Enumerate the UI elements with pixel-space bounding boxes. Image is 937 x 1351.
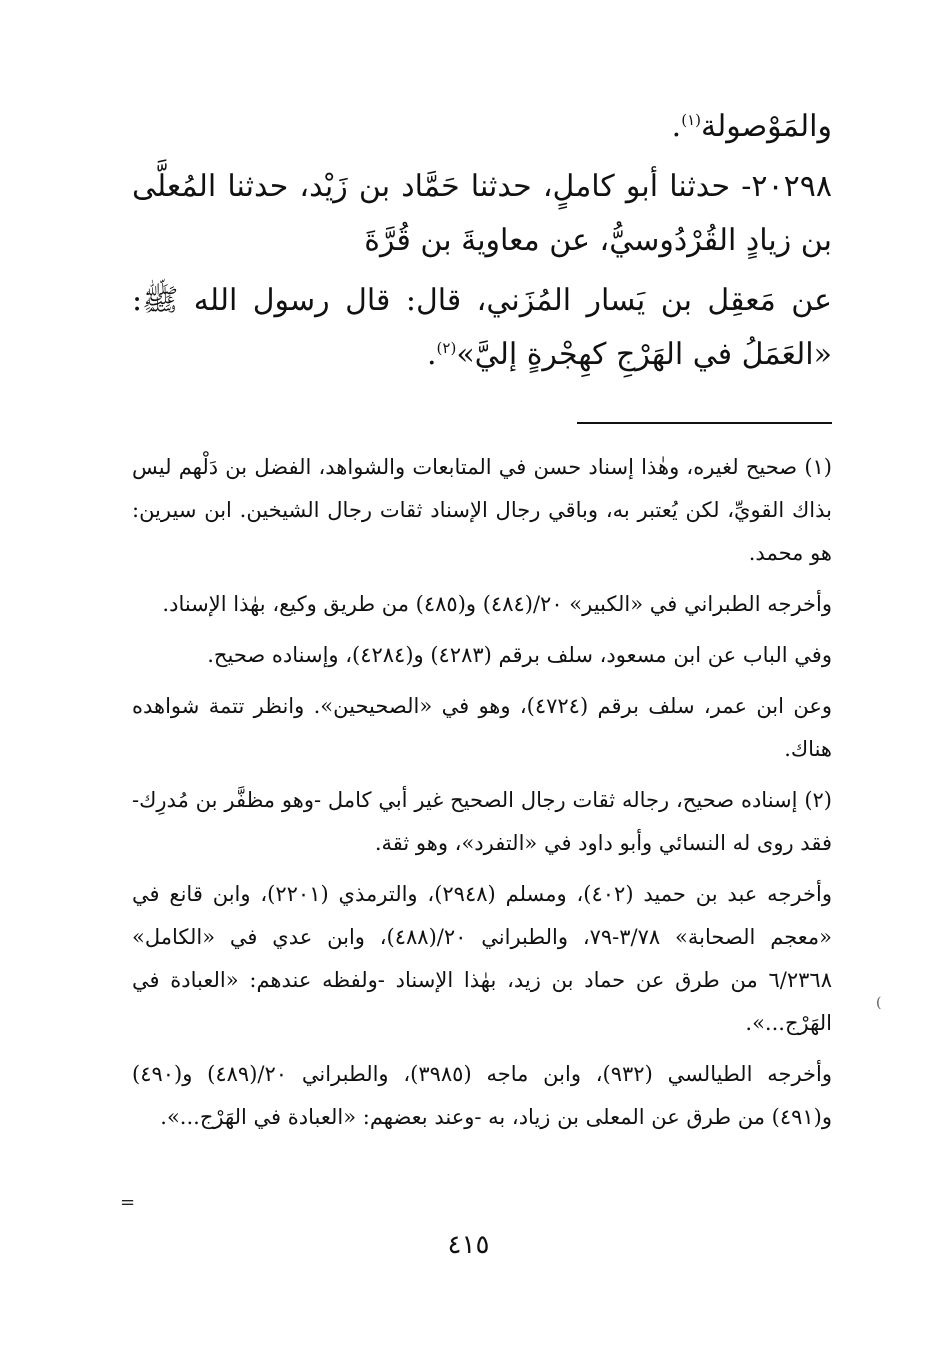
footnote-paragraph: وفي الباب عن ابن مسعود، سلف برقم (٤٢٨٣) و(٤٢٨٤)، وإسناده صحيح. bbox=[207, 643, 832, 667]
footnote-paragraph: وأخرجه عبد بن حميد (٤٠٢)، ومسلم (٢٩٤٨)، والترمذي (٢٢٠١)، وابن قانع في «معجم الصحابة» ٣/٧٨-٧٩، والطبراني ٢٠/(٤٨٨)، وابن عدي في «الكامل» ٦/٢٣٦٨ من طرق عن حماد بن زيد، بهٰذا الإسناد -ولفظه عندهم: «العبادة في الهَرْج...». bbox=[132, 882, 832, 1035]
main-text-1: والمَوْصولة bbox=[700, 109, 832, 144]
hadith-isnad bbox=[132, 160, 832, 268]
footnote-divider bbox=[577, 422, 832, 424]
hadith-matn-text: عن مَعقِل بن يَسار المُزَني، قال: قال رسول الله ﷺ: «العَمَلُ في الهَرْجِ كهِجْرةٍ إليَّ» bbox=[132, 283, 832, 372]
footnote-paragraph: وأخرجه الطبراني في «الكبير» ٢٠/(٤٨٤) و(٤٨٥) من طريق وكيع، بهٰذا الإسناد. bbox=[162, 592, 832, 616]
footnote-paragraph: وأخرجه الطيالسي (٩٣٢)، وابن ماجه (٣٩٨٥)، والطبراني ٢٠/(٤٨٩) و(٤٩٠) و(٤٩١) من طرق عن المعلى بن زياد، به -وعند بعضهم: «العبادة في الهَرْج...». bbox=[132, 1062, 832, 1129]
footnote-ref-2[interactable]: (٢) bbox=[436, 339, 457, 357]
page-number: ٤١٥ bbox=[447, 1230, 490, 1260]
footnote-paragraph: وعن ابن عمر، سلف برقم (٤٧٢٤)، وهو في «الصحيحين». وانظر تتمة شواهده هناك. bbox=[132, 694, 832, 761]
footnote-paragraph: (٢) إسناده صحيح، رجاله ثقات رجال الصحيح غير أبي كامل -وهو مظفَّر بن مُدرِك- فقد روى له النسائي وأبو داود في «التفرد»، وهو ثقة. bbox=[132, 788, 832, 855]
margin-mark-equals: = bbox=[120, 1192, 136, 1213]
page-body bbox=[132, 100, 832, 1147]
hadith-isnad-text: ٢٠٢٩٨- حدثنا أبو كاملٍ، حدثنا حَمَّاد بن زَيْد، حدثنا المُعلَّى بن زيادٍ القُرْدُوسيُّ، عن معاويةَ بن قُرَّةَ bbox=[132, 169, 832, 258]
margin-mark-paren: ( bbox=[876, 995, 882, 1011]
main-text bbox=[132, 100, 832, 382]
hadith-matn: عن مَعقِل بن يَسار المُزَني، قال: قال رسول الله ﷺ: «العَمَلُ في الهَرْجِ كهِجْرةٍ إليَّ»$^{(٢)}$. bbox=[132, 283, 832, 372]
footnotes bbox=[132, 446, 832, 1139]
footnote-paragraph: (١) صحيح لغيره، وهٰذا إسناد حسن في المتابعات والشواهد، الفضل بن دَلْهم ليس بذاك القويِّ، لكن يُعتبر به، وباقي رجال الإسناد ثقات رجال الشيخين. ابن سيرين: هو محمد. bbox=[132, 455, 832, 565]
footnote-ref-1[interactable]: (١) bbox=[681, 111, 701, 129]
main-paragraph-1: والمَوْصولة$^{(١)}$. bbox=[671, 109, 832, 144]
